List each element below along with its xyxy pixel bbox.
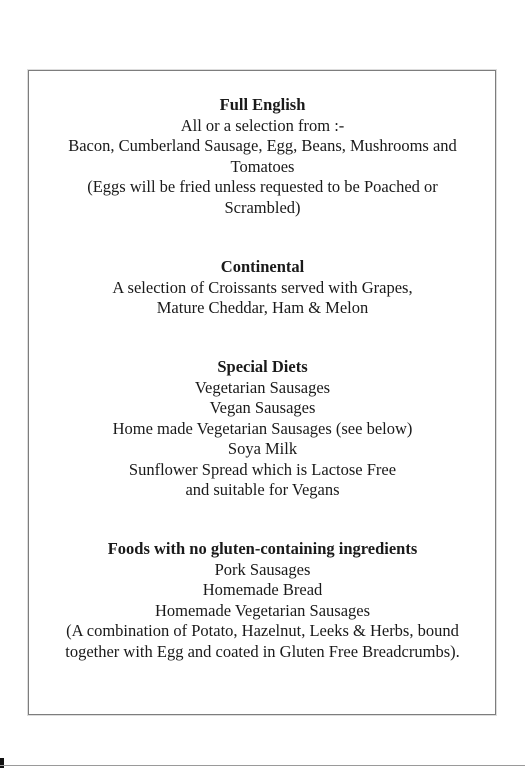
section-line: Home made Vegetarian Sausages (see below) <box>112 418 413 438</box>
section-line: together with Egg and coated in Gluten Free Breadcrumbs). <box>65 641 460 661</box>
section-title: Continental <box>220 257 305 276</box>
section-line: All or a selection from :- <box>180 115 345 135</box>
section-line: (Eggs will be fried unless requested to be Poached or <box>87 177 438 196</box>
section-line: Scrambled) <box>224 197 301 217</box>
section-line: and suitable for Vegans <box>185 480 340 499</box>
section-line: Vegetarian Sausages <box>194 377 331 397</box>
section-line: Soya Milk <box>227 439 298 458</box>
section-title: Foods with no gluten-containing ingredients <box>107 539 418 558</box>
scan-edge-mark <box>0 758 4 768</box>
section-line: Homemade Vegetarian Sausages <box>154 600 371 620</box>
section-title: Special Diets <box>217 357 308 376</box>
section-special-diets <box>0 357 525 501</box>
section-line: Bacon, Cumberland Sausage, Egg, Beans, Mushrooms and <box>68 136 457 155</box>
section-continental <box>0 257 525 319</box>
section-line: Mature Cheddar, Ham & Melon <box>156 298 369 317</box>
section-title: Full English <box>219 95 306 114</box>
section-line: Homemade Bread <box>202 580 323 599</box>
section-full-english <box>0 95 525 218</box>
section-line: (A combination of Potato, Hazelnut, Leeks & Herbs, bound <box>66 621 459 640</box>
section-line: Vegan Sausages <box>209 398 316 417</box>
section-gluten-free <box>0 539 525 662</box>
section-line: Tomatoes <box>230 156 295 176</box>
section-line: A selection of Croissants served with Grapes, <box>112 277 413 297</box>
scan-bottom-edge <box>0 765 525 766</box>
section-line: Sunflower Spread which is Lactose Free <box>128 459 397 479</box>
section-line: Pork Sausages <box>214 559 311 579</box>
